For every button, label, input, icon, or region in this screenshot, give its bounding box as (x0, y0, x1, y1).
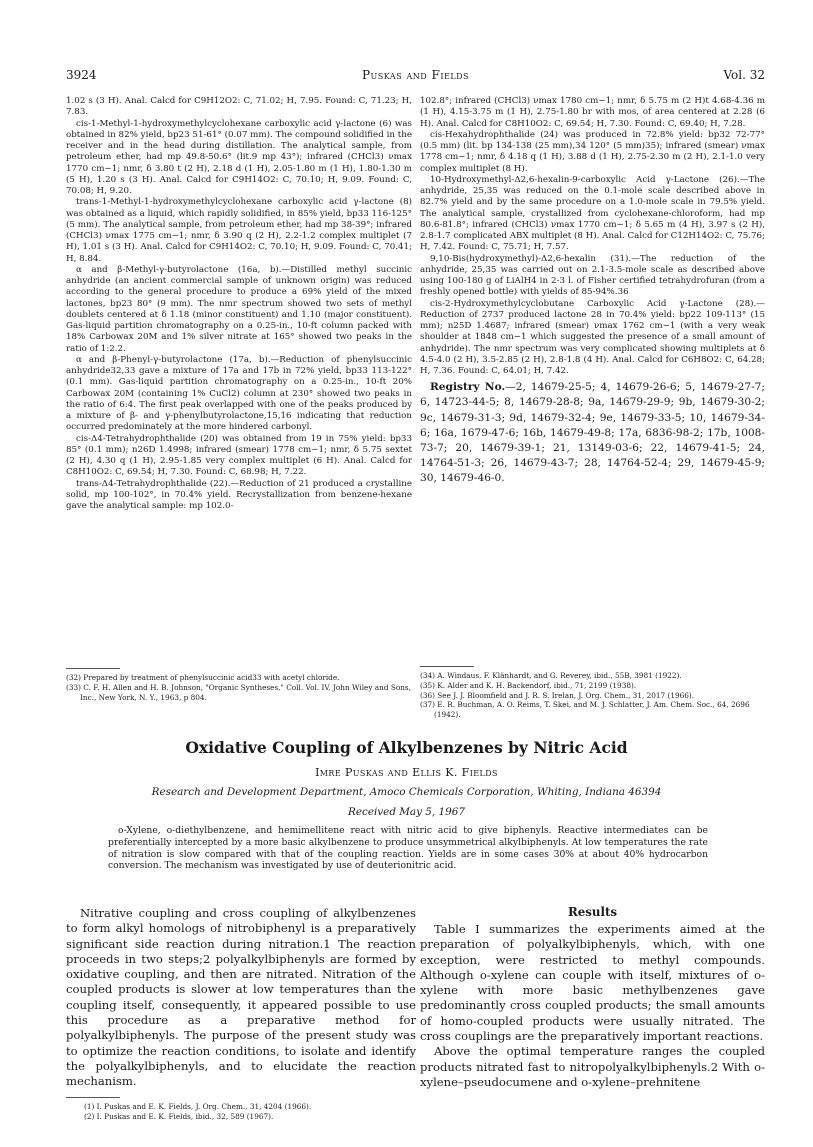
article-affiliation: Research and Development Department, Amoco Chemicals Corporation, Whiting, Indiana 46394 (151, 786, 662, 798)
footnote: (35) K. Alder and K. H. Backendorf, ibid., 71, 2199 (1938). (420, 680, 637, 690)
paragraph: cis-Hexahydrophthalide (24) was produced in 72.8% yield: bp32 72-77° (0.5 mm) (lit. bp 134-138 (25 mm),34 120° (5 mm)35); infrared (smear) νmax 1778 cm−1; nmr, δ 4.18 q (1 H), 3.88 d (1 H), 2.75-2.30 m (2 H), 2.1-1.0 very complex multiplet (8 H). (420, 129, 765, 174)
footnotes-right (420, 671, 765, 720)
article-authors: Imre Puskas and Ellis K. Fields (315, 766, 498, 779)
footnote: (36) See J. J. Bloomfield and J. R. S. Irelan, J. Org. Chem., 31, 2017 (1966). (420, 690, 695, 700)
results-heading: Results (567, 905, 618, 919)
footnotes-article (84, 1102, 414, 1122)
results-section (420, 922, 765, 1090)
footnote: (33) C. F. H. Allen and H. B. Johnson, "Organic Syntheses," Coll. Vol. IV, John Wiley and Sons, Inc., New York, N. Y., 1963, p 804. (66, 682, 411, 702)
abstract: o-Xylene, o-diethylbenzene, and hemimellitene react with nitric acid to give biphenyls. Reactive intermediates can be preferentially intercepted by a more basic alkylbenzene to produce unsymmetrical alkylbiphenyls. At low temperatures the rate of nitration is slow compared with that of the coupling reaction. Yields are in some cases 30% at about 40% hydrocarbon conversion. The mechanism was investigated by use of deuterionitric acid. (108, 825, 708, 872)
paragraph: 9,10-Bis(hydroxymethyl)-Δ2,6-hexalin (31).—The reduction of the anhydride, 25,35 was carried out on 2.1-3.5-mole scale as described above using 100-180 g of LiAlH4 in 2-3 l. of Fisher certified tetrahydrofuran (from a freshly opened bottle) with yields of 85-94%.36 (420, 253, 765, 298)
volume-label: Vol. 32 (723, 68, 765, 82)
registry-label: Registry No. (430, 381, 506, 394)
paragraph: α and β-Methyl-γ-butyrolactone (16a, b).—Distilled methyl succinic anhydride (an ancient commercial sample of unknown origin) was reduced according to the general procedure to produce a 69% yield of the mixed lactones, bp23 80° (9 mm). The nmr spectrum showed two sets of methyl doublets centered at δ 1.18 (minor constituent) and 1.10 (major constituent). Gas-liquid partition chromatography on a 0.25-in., 10-ft column packed with 18% Carbowax 20M and 1% silver nitrate at 165° showed two peaks in the ratio of 1:2.2. (66, 264, 412, 354)
paragraph: trans-1-Methyl-1-hydroxymethylcyclohexane carboxylic acid γ-lactone (8) was obtained as a liquid, which rapidly solidified, in 85% yield, bp33 116-125° (5 mm). The analytical sample, from petroleum ether, had mp 38-39°; infrared (CHCl3) νmax 1775 cm−1; nmr, δ 3.90 q (2 H), 2.2-1.2 complex multiplet (7 H), 1.01 s (3 H). Anal. Calcd for C9H14O2: C, 70.10; H, 9.09. Found: C, 70.41; H, 8.84. (66, 197, 412, 264)
running-header (66, 68, 765, 84)
registry-text: —2, 14679-25-5; 4, 14679-26-6; 5, 14679-27-7; 6, 14723-44-5; 8, 14679-28-8; 9a, 14679-29-9; 9b, 14679-30-2; 9c, 14679-31-3; 9d, 14679-32-4; 9e, 14679-33-5; 10, 14679-34-6; 16a, 1679-47-6; 16b, 14679-49-8; 17a, 6836-98-2; 17b, 1008-73-7; 20, 14679-39-1; 21, 13149-03-6; 22, 14679-41-5; 24, 14764-51-3; 26, 14679-43-7; 28, 14764-52-4; 29, 14679-45-9; 30, 14679-46-0. (420, 381, 765, 485)
registry-numbers (420, 380, 765, 486)
footnote-rule (66, 1097, 120, 1098)
paragraph: 1.02 s (3 H). Anal. Calcd for C9H12O2: C, 71.02; H, 7.95. Found: C, 71.23; H, 7.83. (66, 96, 412, 118)
footnote: (37) E. R. Buchman, A. O. Reims, T. Skei, and M. J. Schlatter, J. Am. Chem. Soc., 64, 2696 (1942). (420, 700, 750, 720)
experimental-right-column (420, 96, 765, 487)
paragraph: cis-1-Methyl-1-hydroxymethylcyclohexane carboxylic acid γ-lactone (6) was obtained in 82% yield, bp23 51-61° (0.07 mm). The compound solidified in the receiver and in the head during distillation. The analytical sample, from petroleum ether, had mp 49.8-50.6° (lit.9 mp 43°); infrared (CHCl3) νmax 1770 cm−1; nmr, δ 3.80 t (2 H), 2.18 d (1 H), 2.05-1.80 m (1 H), 1.80-1.30 m (5 H), 1.20 s (3 H). Anal. Calcd for C9H14O2: C, 70.10; H, 9.09. Found: C, 70.08; H, 9.20. (66, 118, 412, 196)
footnote: (1) I. Puskas and E. K. Fields, J. Org. Chem., 31, 4204 (1966). (84, 1102, 312, 1111)
paragraph: 10-Hydroxymethyl-Δ2,6-hexalin-9-carboxylic Acid γ-Lactone (26).—The anhydride, 25,35 was reduced on the 0.1-mole scale described above in 82.7% yield and by the same procedure on a 1.0-mole scale in 79.5% yield. The analytical sample, crystallized from cyclohexane-chloroform, had mp 80.6-81.8°; infrared (CHCl3) νmax 1770 cm−1; δ 5.65 m (4 H), 3.97 s (2 H), 2.8-1.7 complicated ABX multiplet (8 H). Anal. Calcd for C12H14O2: C, 75.76; H, 7.42. Found: C, 75.71; H, 7.57. (420, 174, 765, 253)
results-paragraph: Table I summarizes the experiments aimed at the preparation of polyalkylbiphenyls, which, with one exception, were restricted to methyl compounds. Although o-xylene can couple with itself, mixtures of o-xylene with more basic methylbenzenes gave predominantly cross coupled products; the small amounts of homo-coupled products were usually nitrated. The cross couplings are the preparatively important reactions. (420, 922, 765, 1044)
page-number: 3924 (66, 68, 97, 82)
footnotes-left (66, 673, 412, 702)
intro-paragraph: Nitrative coupling and cross coupling of alkylbenzenes to form alkyl homologs of nitrobiphenyl is a preparatively significant side reaction during nitration.1 The reaction proceeds in two steps;2 polyalkylbiphenyls are formed by oxidative coupling, and then are nitrated. Nitration of the coupled products is slower at low temperatures than the coupling itself, consequently, it appeared possible to use this procedure as a preparative method for polyalkylbiphenyls. The purpose of the present study was to optimize the reaction conditions, to isolate and identify the polyalkylbiphenyls, and to elucidate the reaction mechanism. (66, 906, 416, 1089)
footnote-rule (66, 668, 120, 669)
footnote: (2) I. Puskas and E. K. Fields, ibid., 32, 589 (1967). (84, 1111, 274, 1121)
footnote-rule (420, 666, 474, 667)
introduction (66, 906, 416, 1090)
experimental-left-column (66, 96, 412, 512)
article-title: Oxidative Coupling of Alkylbenzenes by Nitric Acid (185, 738, 628, 757)
running-title: Puskas and Fields (361, 68, 470, 82)
paragraph: 102.8°; infrared (CHCl3) νmax 1780 cm−1; nmr, δ 5.75 m (2 H)t 4.68-4.36 m (1 H), 4.15-3.75 m (1 H), 2.75-1.80 br with mos, of area centered at 2.28 (6 H). Anal. Calcd for C8H10O2: C, 69.54; H, 7.30. Found: C, 69.40; H, 7.28. (420, 96, 765, 129)
footnote: (34) A. Windaus, F. Klänhardt, and G. Reverey, ibid., 55B, 3981 (1922). (420, 671, 682, 680)
paragraph: α and β-Phenyl-γ-butyrolactone (17a, b).—Reduction of phenylsuccinic anhydride32,33 gave a mixture of 17a and 17b in 72% yield, bp33 113-122° (0.1 mm). Gas-liquid partition chromatography on a 0.25-in., 10-ft 20% Carbowax 20M (containing 1% CuCl2) column at 230° showed two peaks in the ratio of 6:4. The first peak overlapped with one of the peaks produced by a mixture of β- and γ-phenylbutyrolactone,15,16 indicating that reduction occurred predominately at the more hindered carbonyl. (66, 354, 412, 433)
received-date: Received May 5, 1967 (348, 806, 465, 818)
paragraph: cis-Δ4-Tetrahydrophthalide (20) was obtained from 19 in 75% yield: bp33 85° (0.1 mm); n26D 1.4998; infrared (smear) 1778 cm−1; nmr, δ 5.75 sextet (2 H), 4.30 q (1 H), 2.95-1.85 very complex multiplet (6 H). Anal. Calcd for C8H10O2: C, 69.54; H, 7.30. Found: C, 68.98; H, 7.22. (66, 433, 412, 478)
paragraph: cis-2-Hydroxymethylcyclobutane Carboxylic Acid γ-Lactone (28).—Reduction of 2737 produced lactone 28 in 70.4% yield: bp22 109-113° (15 mm); n25D 1.4687; infrared (smear) νmax 1762 cm−1 (with a very weak shoulder at 1848 cm−1 which suggested the presence of a small amount of anhydride). The nmr spectrum was very complicated showing multiplets at δ 4.5-4.0 (2 H), 3.5-2.85 (2 H), 2.8-1.8 (4 H). Anal. Calcd for C6H8O2: C, 64.28; H, 7.36. Found: C, 64.01; H, 7.42. (420, 298, 765, 376)
results-paragraph: Above the optimal temperature ranges the coupled products nitrated fast to nitropolyalkylbiphenyls.2 With o-xylene–pseudocumene and o-xylene–prehnitene (420, 1044, 765, 1089)
paragraph: trans-Δ4-Tetrahydrophthalide (22).—Reduction of 21 produced a crystalline solid, mp 100-102°, in 70.4% yield. Recrystallization from benzene-hexane gave the analytical sample: mp 102.0- (66, 478, 412, 511)
footnote: (32) Prepared by treatment of phenylsuccinic acid33 with acetyl chloride. (66, 673, 340, 682)
